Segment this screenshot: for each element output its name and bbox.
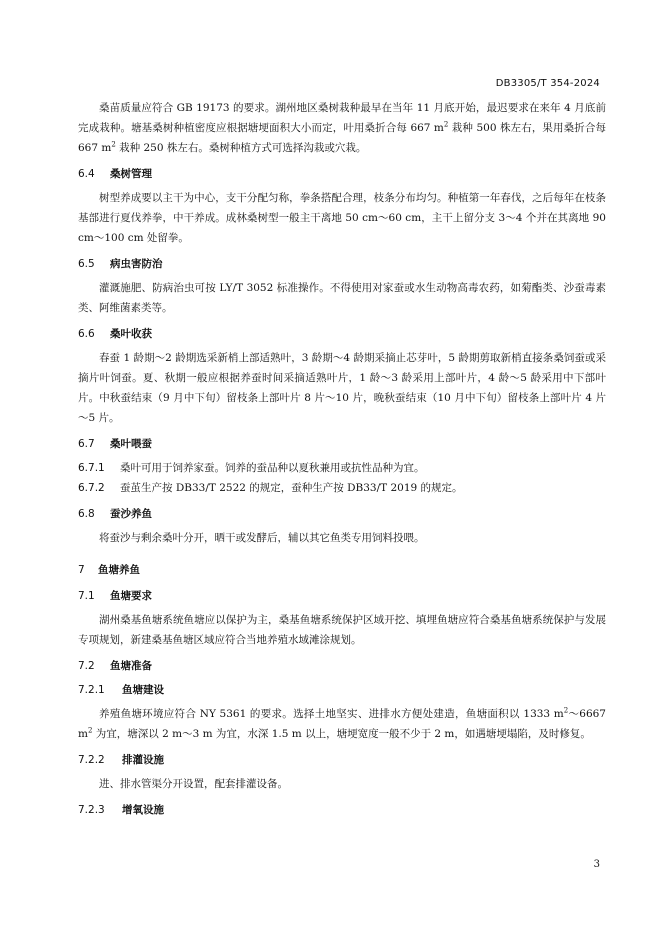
clause-text: 蚕茧生产按 DB33/T 2522 的规定，蚕种生产按 DB33/T 2019 的规定。 <box>120 482 463 494</box>
section-heading-7-2 <box>78 658 606 674</box>
section-number: 7.1 <box>78 590 95 602</box>
section-number: 7.2.2 <box>78 754 105 766</box>
section-heading-6-7 <box>78 436 606 452</box>
clause-number: 6.7.1 <box>78 462 105 474</box>
section-number: 7.2.1 <box>78 684 105 696</box>
section-heading-6-5 <box>78 256 606 272</box>
document-code: DB3305/T 354-2024 <box>495 78 600 89</box>
section-number: 7.2.3 <box>78 804 105 816</box>
section-title: 鱼塘要求 <box>110 590 152 602</box>
clause-text: 桑叶可用于饲养家蚕。饲养的蚕品种以夏秋兼用或抗性品种为宜。 <box>120 462 425 474</box>
section-title: 桑叶喂蚕 <box>110 438 152 450</box>
intro-text-3: 栽种 250 株左右。桑树种植方式可选择沟栽或穴栽。 <box>115 142 367 154</box>
chapter-number: 7 <box>78 564 85 576</box>
section-heading-6-6 <box>78 326 606 342</box>
section-number: 6.8 <box>78 508 95 520</box>
section-title: 增氧设施 <box>122 804 164 816</box>
section-heading-7-2-2 <box>78 752 606 768</box>
section-number: 6.4 <box>78 168 95 180</box>
section-paragraph: 灌溉施肥、防病治虫可按 LY/T 3052 标准操作。不得使用对家蚕或水生动物高毒农药，如菊酯类、沙蚕毒素类、阿维菌素类等。 <box>78 282 606 314</box>
section-title: 蚕沙养鱼 <box>110 508 152 520</box>
section-title: 鱼塘建设 <box>122 684 164 696</box>
section-number: 6.6 <box>78 328 95 340</box>
section-number: 6.5 <box>78 258 95 270</box>
chapter-title: 鱼塘养鱼 <box>98 564 140 576</box>
clause-item <box>78 458 606 478</box>
page-body <box>78 98 606 824</box>
superscript: 2 <box>87 726 93 735</box>
clause-number: 6.7.2 <box>78 482 105 494</box>
section-heading-7-2-3 <box>78 802 606 818</box>
section-title: 排灌设施 <box>122 754 164 766</box>
section-heading-6-8 <box>78 506 606 522</box>
paragraph-text-3: 为宜，塘深以 2 m～3 m 为宜，水深 1.5 m 以上，塘埂宽度一般不少于 2 m，如遇塘埂塌陷，及时修复。 <box>92 728 591 740</box>
intro-paragraph <box>78 98 606 158</box>
intro-text-2: 栽种 500 株左右，果用桑折合每 667 m <box>78 122 606 154</box>
section-title: 桑树管理 <box>110 168 152 180</box>
section-heading-7-1 <box>78 588 606 604</box>
section-number: 7.2 <box>78 660 95 672</box>
section-title: 桑叶收获 <box>110 328 152 340</box>
section-number: 6.7 <box>78 438 95 450</box>
section-paragraph: 将蚕沙与剩余桑叶分开，晒干或发酵后，辅以其它鱼类专用饲料投喂。 <box>99 532 425 544</box>
page-number: 3 <box>593 859 600 870</box>
section-paragraph: 湖州桑基鱼塘系统鱼塘应以保护为主，桑基鱼塘系统保护区域开挖、填埋鱼塘应符合桑基鱼塘系统保护与发展专项规划，新建桑基鱼塘区域应符合当地养殖水域滩涂规划。 <box>78 614 606 646</box>
section-paragraph: 树型养成要以主干为中心，支干分配匀称，拳条搭配合理，枝条分布均匀。种植第一年春伐，之后每年在枝条基部进行夏伐养拳，中干养成。成林桑树型一般主干离地 50 cm～60 cm，主干上留分支 3～4 个并在其离地 90 cm～100 cm 处留拳。 <box>78 192 606 244</box>
section-title: 鱼塘准备 <box>110 660 152 672</box>
section-paragraph <box>78 704 606 744</box>
section-title: 病虫害防治 <box>110 258 163 270</box>
paragraph-text-2: ～6667 m <box>78 708 606 740</box>
paragraph-text-1: 养殖鱼塘环境应符合 NY 5361 的要求。选择土地坚实、进排水方便处建造，鱼塘面积以 1333 m <box>99 708 564 720</box>
superscript: 2 <box>563 706 569 715</box>
section-heading-7-2-1 <box>78 682 606 698</box>
section-heading-6-4 <box>78 166 606 182</box>
chapter-heading-7 <box>78 562 606 578</box>
superscript: 2 <box>443 120 449 129</box>
clause-item <box>78 478 606 498</box>
section-paragraph: 进、排水管渠分开设置，配套排灌设备。 <box>99 778 288 790</box>
intro-text-1: 桑苗质量应符合 GB 19173 的要求。湖州地区桑树栽种最早在当年 11 月底开始，最迟要求在来年 4 月底前完成栽种。塘基桑树种植密度应根据塘埂面积大小而定，叶用桑折合每 667 m <box>78 102 606 134</box>
section-paragraph: 春蚕 1 龄期～2 龄期选采新梢上部适熟叶，3 龄期～4 龄期采摘止芯芽叶，5 龄期剪取新梢直接条桑饲蚕或采摘片叶饲蚕。夏、秋期一般应根据养蚕时间采摘适熟叶片，1 龄～3 龄采用上部叶片，4 龄～5 龄采用中下部叶片。中秋蚕结束（9 月中下旬）留枝条上部叶片 8 片～10 片，晚秋蚕结束（10 月中下旬）留枝条上部叶片 4 片～5 片。 <box>78 352 606 424</box>
superscript: 2 <box>111 140 116 149</box>
